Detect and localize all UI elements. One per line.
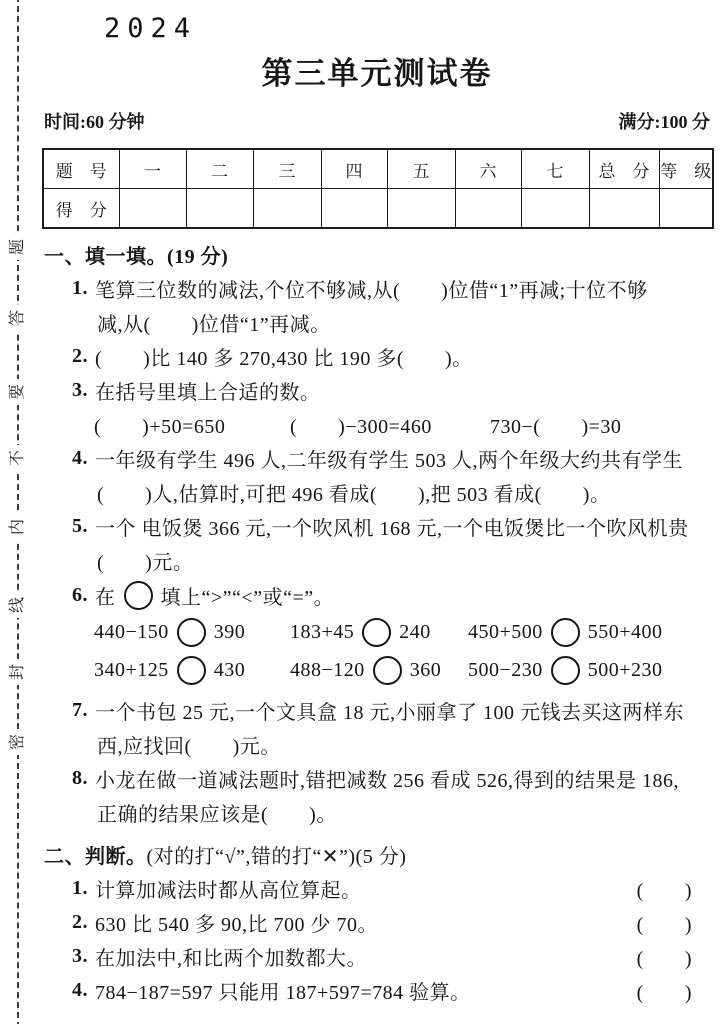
seal-text-char: 答 <box>5 305 31 331</box>
question-7-line-2 <box>42 727 712 761</box>
question-text: ( )元。 <box>97 551 194 574</box>
question-1-line-1 <box>42 271 712 305</box>
score-cell-empty <box>455 189 521 229</box>
question-text: 正确的结果应该是( )。 <box>97 803 337 826</box>
question-text: ( )人,估算时,可把 496 看成( ),把 503 看成( )。 <box>97 483 611 506</box>
judge-item-2 <box>42 905 712 939</box>
question-text: 笔算三位数的减法,个位不够减,从( )位借“1”再减;十位不够 <box>95 279 648 302</box>
blank-circle-icon <box>177 618 206 647</box>
question-number: 8. <box>72 766 88 789</box>
score-table-header-cell: 二 <box>186 149 253 189</box>
comparison-left: 500−230 <box>468 658 543 681</box>
question-text: 在 <box>95 586 116 609</box>
question-number: 4. <box>72 978 88 1001</box>
score-row-label: 得 分 <box>43 189 119 229</box>
year-label: 2024 <box>104 13 198 44</box>
question-text: 小龙在做一道减法题时,错把减数 256 看成 526,得到的结果是 186, <box>95 769 679 792</box>
score-cell-empty <box>119 189 186 229</box>
equation-blank: 730−( )=30 <box>490 415 622 438</box>
score-table-header-cell: 题 号 <box>43 149 119 189</box>
comparison-row-2 <box>42 651 712 689</box>
score-table-header-cell: 三 <box>253 149 321 189</box>
question-number: 2. <box>72 910 88 933</box>
score-cell-empty <box>387 189 455 229</box>
blank-circle-icon <box>362 618 391 647</box>
page-title: 第三单元测试卷 <box>261 56 493 91</box>
seal-text-char: 要 <box>5 379 31 405</box>
question-8-line-1 <box>42 761 712 795</box>
score-table-header-cell: 四 <box>321 149 387 189</box>
comparison-row-1 <box>42 613 712 651</box>
equation-blank: ( )−300=460 <box>290 415 432 438</box>
question-text: 西,应找回( )元。 <box>97 735 281 758</box>
score-table-header-cell: 一 <box>119 149 186 189</box>
question-text: 一个 电饭煲 366 元,一个吹风机 168 元,一个电饭煲比一个吹风机贵 <box>95 517 689 540</box>
question-4-line-1 <box>42 441 712 475</box>
judge-item-3 <box>42 939 712 973</box>
question-number: 1. <box>72 876 88 899</box>
time-label: 时间:60 分钟 <box>44 112 145 132</box>
section-judge-heading-bold: 二、判断。 <box>44 845 147 868</box>
question-number: 2. <box>72 344 88 367</box>
question-text: 减,从( )位借“1”再减。 <box>97 313 331 336</box>
blank-circle-icon <box>373 656 402 685</box>
comparison-right: 360 <box>409 658 442 681</box>
score-cell-empty <box>186 189 253 229</box>
question-number: 7. <box>72 698 88 721</box>
seal-text-char: 内 <box>5 514 31 540</box>
score-table-header-cell: 七 <box>521 149 589 189</box>
question-number: 3. <box>72 378 88 401</box>
score-table-score-row <box>43 189 713 229</box>
comparison-right: 240 <box>399 620 431 643</box>
equation-blank: ( )+50=650 <box>94 415 226 438</box>
section-fill-heading-text: 一、填一填。(19 分) <box>44 245 229 268</box>
question-text: 在加法中,和比两个加数都大。 <box>95 947 367 970</box>
comparison-right: 430 <box>213 658 246 681</box>
paper-content <box>42 0 712 1007</box>
question-number: 5. <box>72 514 88 537</box>
full-score-label: 满分:100 分 <box>618 112 710 132</box>
seal-line <box>17 0 19 1024</box>
section-judge-heading <box>42 837 712 871</box>
score-table-header-cell: 等 级 <box>659 149 713 189</box>
blank-circle-icon <box>551 618 580 647</box>
question-text: 一年级有学生 496 人,二年级有学生 503 人,两个年级大约共有学生 <box>95 449 683 472</box>
exam-info-row <box>42 110 712 134</box>
judge-item-4 <box>42 973 712 1007</box>
blank-circle-icon <box>124 581 153 610</box>
question-4-line-2 <box>42 475 712 509</box>
comparison-item <box>94 618 290 647</box>
comparison-item <box>290 656 468 685</box>
question-number: 3. <box>72 944 88 967</box>
seal-text-char: 线 <box>5 592 31 618</box>
blank-circle-icon <box>177 656 206 685</box>
seal-text-char: 密 <box>5 729 31 755</box>
score-table-header-cell: 总 分 <box>589 149 659 189</box>
section-fill-heading <box>42 237 712 271</box>
question-text: 784−187=597 只能用 187+597=784 验算。 <box>95 981 471 1004</box>
score-cell-empty <box>253 189 321 229</box>
question-6-line <box>42 577 712 613</box>
answer-blank: ( ) <box>636 947 692 970</box>
question-text: 一个书包 25 元,一个文具盒 18 元,小丽拿了 100 元钱去买这两样东 <box>95 701 684 724</box>
question-number: 1. <box>72 276 88 299</box>
question-8-line-2 <box>42 795 712 829</box>
score-cell-empty <box>659 189 713 229</box>
comparison-left: 183+45 <box>290 620 355 643</box>
question-5-line-2 <box>42 543 712 577</box>
seal-text-char: 封 <box>5 659 31 685</box>
comparison-right: 550+400 <box>587 620 663 643</box>
seal-text-char: 不 <box>5 445 31 471</box>
comparison-left: 488−120 <box>290 658 365 681</box>
comparison-item <box>94 656 290 685</box>
question-text: 630 比 540 多 90,比 700 少 70。 <box>95 913 378 936</box>
question-text: 计算加减法时都从高位算起。 <box>95 879 362 902</box>
question-7-line-1 <box>42 693 712 727</box>
score-cell-empty <box>589 189 659 229</box>
question-text: 填上“>”“<”或“=”。 <box>160 586 335 609</box>
question-1-line-2 <box>42 305 712 339</box>
comparison-left: 440−150 <box>94 620 169 643</box>
comparison-left: 340+125 <box>94 658 169 681</box>
comparison-right: 390 <box>213 620 246 643</box>
comparison-item <box>468 656 712 685</box>
question-number: 6. <box>72 583 88 606</box>
question-5-line-1 <box>42 509 712 543</box>
question-2-line <box>42 339 712 373</box>
score-cell-empty <box>521 189 589 229</box>
section-judge-heading-rest: (对的打“√”,错的打“✕”)(5 分) <box>146 845 407 868</box>
question-text: ( )比 140 多 270,430 比 190 多( )。 <box>95 347 473 370</box>
score-table-header-cell: 五 <box>387 149 455 189</box>
seal-text-char: 题 <box>5 234 31 260</box>
question-3-equations <box>42 407 712 441</box>
question-number: 4. <box>72 446 88 469</box>
answer-blank: ( ) <box>636 981 692 1004</box>
score-cell-empty <box>321 189 387 229</box>
comparison-right: 500+230 <box>587 658 663 681</box>
question-text: 在括号里填上合适的数。 <box>95 381 321 404</box>
comparison-item <box>290 618 468 647</box>
score-table-header-cell: 六 <box>455 149 521 189</box>
comparison-left: 450+500 <box>468 620 543 643</box>
question-3-line <box>42 373 712 407</box>
blank-circle-icon <box>551 656 580 685</box>
score-table-header-row <box>43 149 713 189</box>
judge-item-1 <box>42 871 712 905</box>
comparison-item <box>468 618 712 647</box>
answer-blank: ( ) <box>636 913 692 936</box>
answer-blank: ( ) <box>636 879 692 902</box>
score-table <box>42 148 714 229</box>
